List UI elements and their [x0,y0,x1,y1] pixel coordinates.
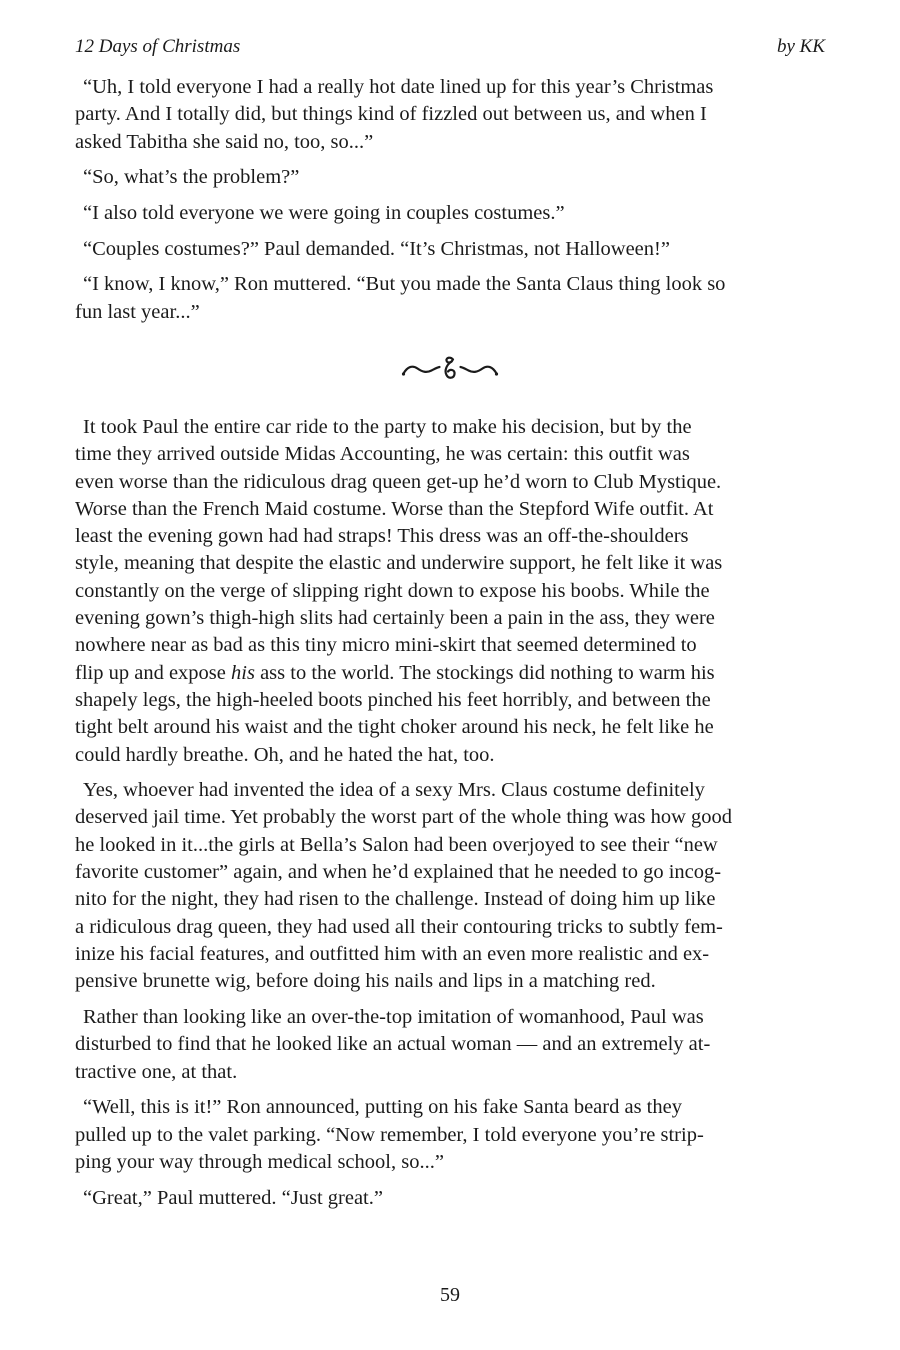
text-line: asked Tabitha she said no, too, so...” [75,130,374,153]
text-line: fun last year...” [75,300,200,323]
body-text-section-1 [75,74,825,326]
body-text [75,74,825,1212]
paragraph [75,236,825,263]
text-line: disturbed to find that he looked like an actual woman — and an extremely at- [75,1033,711,1056]
running-title: 12 Days of Christmas [75,36,241,57]
paragraph [75,777,825,995]
text-line: shapely legs, the high-heeled boots pinched his feet horribly, and between the [75,688,711,711]
text-line: “Uh, I told everyone I had a really hot date lined up for this year’s Christmas [83,76,714,98]
text-line: Worse than the French Maid costume. Worse than the Stepford Wife outfit. At [75,497,714,520]
text-line: “I know, I know,” Ron muttered. “But you made the Santa Claus thing look so [83,273,726,296]
body-text-section-2 [75,414,825,1212]
text-line: nito for the night, they had risen to the challenge. Instead of doing him up like [75,888,716,911]
text-line: nowhere near as bad as this tiny micro mini-skirt that seemed determined to [75,634,697,657]
text-line: “Great,” Paul muttered. “Just great.” [83,1186,383,1209]
text-line: tractive one, at that. [75,1060,238,1083]
text-line: favorite customer” again, and when he’d explained that he needed to go incog- [75,861,722,884]
flourish-icon [400,354,500,384]
text-line: he looked in it...the girls at Bella’s Salon had been overjoyed to see their “new [75,833,718,856]
running-header [75,36,825,58]
paragraph [75,271,825,326]
text-line: flip up and expose his ass to the world. The stockings did nothing to warm his [75,661,715,684]
text-line: ping your way through medical school, so...” [75,1150,444,1173]
scene-break-ornament [75,354,825,384]
text-line: least the evening gown had had straps! This dress was an off-the-shoulders [75,525,689,548]
text-line: constantly on the verge of slipping right down to expose his boobs. While the [75,579,710,602]
text-line: Rather than looking like an over-the-top imitation of womanhood, Paul was [83,1005,704,1028]
text-line: tight belt around his waist and the tight choker around his neck, he felt like he [75,716,714,739]
page-number: 59 [440,1284,460,1306]
running-author: by KK [776,36,825,57]
text-line: “Couples costumes?” Paul demanded. “It’s Christmas, not Halloween!” [83,237,670,260]
text-line: inize his facial features, and outfitted him with an even more realistic and ex- [75,942,710,965]
text-line: “I also told everyone we were going in couples costumes.” [83,201,565,224]
paragraph [75,1094,825,1176]
text-line: “So, what’s the problem?” [83,166,300,189]
paragraph [75,414,825,769]
paragraph [75,74,825,156]
text-line: pulled up to the valet parking. “Now remember, I told everyone you’re strip- [75,1123,704,1146]
text-line: Yes, whoever had invented the idea of a sexy Mrs. Claus costume definitely [83,779,705,802]
text-line: style, meaning that despite the elastic and underwire support, he felt like it was [75,552,723,575]
text-line: party. And I totally did, but things kind of fizzled out between us, and when I [75,103,707,126]
text-line: “Well, this is it!” Ron announced, putting on his fake Santa beard as they [83,1096,682,1119]
paragraph [75,1004,825,1086]
text-line: could hardly breathe. Oh, and he hated the hat, too. [75,743,495,766]
text-line: pensive brunette wig, before doing his nails and lips in a matching red. [75,970,656,993]
paragraph [75,164,825,191]
text-line: even worse than the ridiculous drag queen get-up he’d worn to Club Mystique. [75,470,722,493]
paragraph [75,1185,825,1212]
text-line: deserved jail time. Yet probably the worst part of the whole thing was how good [75,806,733,829]
text-line: a ridiculous drag queen, they had used all their contouring tricks to subtly fem- [75,915,723,938]
text-line: It took Paul the entire car ride to the party to make his decision, but by the [83,415,692,438]
paragraph [75,200,825,227]
text-line: time they arrived outside Midas Accounting, he was certain: this outfit was [75,443,690,466]
text-line: evening gown’s thigh-high slits had certainly been a pain in the ass, they were [75,607,715,630]
